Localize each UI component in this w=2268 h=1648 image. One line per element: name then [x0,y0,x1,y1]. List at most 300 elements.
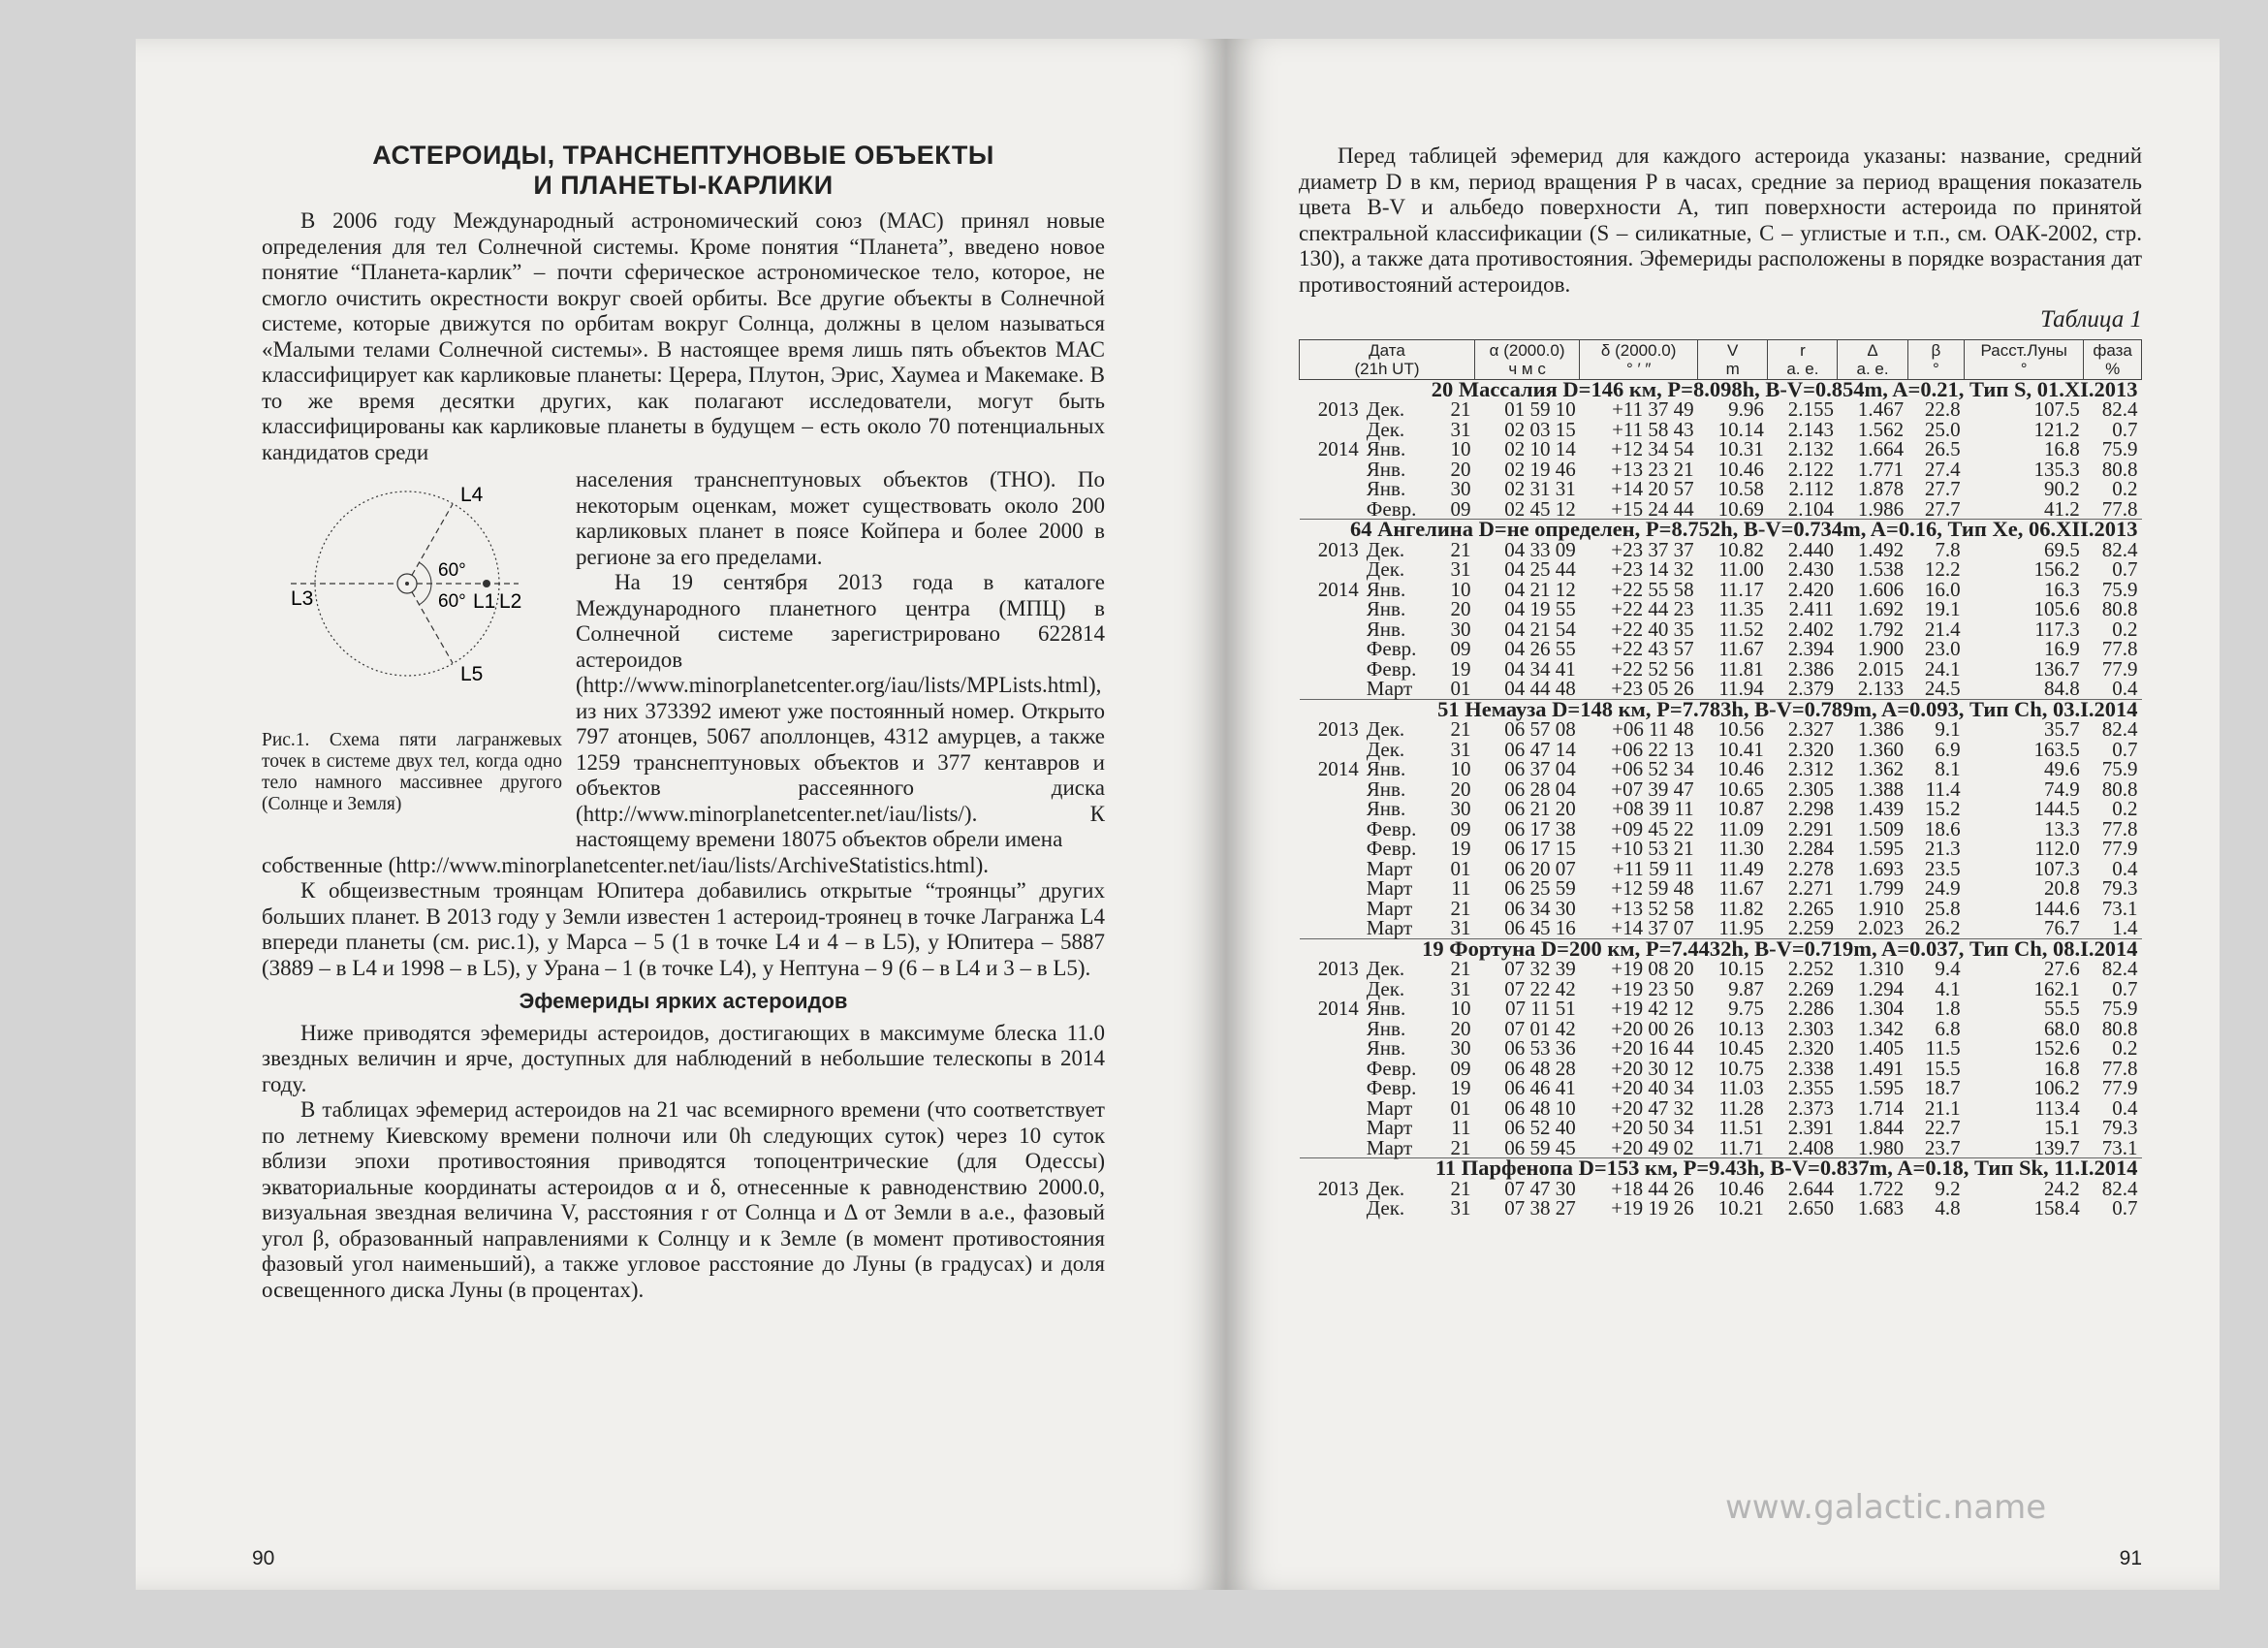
l5-label: L5 [460,663,484,685]
table-cell: 1.439 [1857,797,1905,820]
table-cell: 21 [1450,717,1471,741]
table-body [1300,376,2142,1220]
table-cell: 27.6 [2044,957,2080,980]
table-cell: 10.14 [1717,417,1764,441]
table-cell: 2013 [1317,397,1359,421]
table-cell: 144.5 [2033,797,2080,820]
table-cell: 2.408 [1787,1135,1834,1159]
table-row [1300,1038,2142,1059]
table-cell: 2.143 [1787,417,1834,441]
table-row [1300,1098,2142,1119]
table-cell: 9.87 [1728,976,1764,1000]
asteroid-name: 51 Немауза D=148 км, P=7.783h, B-V=0.789m, A=0.093, Тип Ch, 03.I.2014 [1300,699,2142,719]
table-cell: 77.9 [2101,1076,2138,1099]
table-cell: 41.2 [2044,496,2080,521]
table-cell: 04 26 55 [1504,637,1576,660]
header-beta: β ° [1907,339,1964,379]
table-cell: 2.644 [1787,1176,1834,1200]
table-cell: 82.4 [2101,1176,2138,1200]
table-cell: 2013 [1317,1176,1359,1200]
table-cell [1300,740,1363,760]
chapter-title [262,141,1105,201]
table-cell: 07 38 27 [1504,1196,1576,1220]
table-cell: 82.4 [2101,717,2138,741]
watermark: www.galactic.name [1725,1488,2047,1527]
table-cell [1300,799,1363,819]
table-cell: 30 [1450,477,1471,500]
table-cell [1300,819,1363,840]
table-cell: Янв. [1366,597,1406,620]
table-row [1300,559,2142,580]
table-cell: 135.3 [2033,457,2080,481]
chapter-title-line1: АСТЕРОИДЫ, ТРАНСНЕПТУНОВЫЕ ОБЪЕКТЫ [372,141,994,170]
table-cell: 10.41 [1717,737,1764,761]
table-cell: 2013 [1317,717,1359,741]
table-cell: 21 [1450,1176,1471,1200]
asteroid-heading-row [1300,938,2142,959]
table-cell: 21.3 [1924,837,1961,860]
table-cell: +18 44 26 [1611,1176,1694,1200]
table-cell: 06 37 04 [1504,757,1576,780]
table-cell: 22.8 [1924,397,1961,421]
table-cell: 11.51 [1718,1116,1764,1139]
table-cell: 16.0 [1924,577,1961,601]
table-cell: 10.46 [1717,457,1764,481]
table-row [1300,740,2142,760]
table-row [1300,399,2142,420]
table-cell: 31 [1450,557,1471,581]
table-cell: +11 59 11 [1612,856,1694,880]
table-cell: +06 11 48 [1612,717,1694,741]
table-cell: 06 21 20 [1504,797,1576,820]
table-cell: Янв. [1366,477,1406,500]
table-cell: 21 [1450,397,1471,421]
table-cell: Янв. [1366,997,1406,1020]
table-cell: 1.693 [1857,856,1905,880]
table-cell: 23.0 [1924,637,1961,660]
table-cell: +23 14 32 [1611,557,1694,581]
table-cell: 1.509 [1857,816,1905,840]
table-cell: +09 45 22 [1611,816,1694,840]
table-cell: 2.338 [1787,1056,1834,1080]
table-cell: 07 22 42 [1504,976,1576,1000]
angle-label-1: 60° [438,560,466,581]
chapter-title-line2: И ПЛАНЕТЫ-КАРЛИКИ [533,171,834,200]
table-cell: 4.8 [1935,1196,1961,1220]
table-cell: Янв. [1366,757,1406,780]
table-cell: 06 20 07 [1504,856,1576,880]
table-cell: 2.252 [1787,957,1834,980]
table-row [1300,759,2142,779]
table-cell: 77.9 [2101,837,2138,860]
table-cell: 77.8 [2101,496,2138,521]
table-cell: 90.2 [2044,477,2080,500]
table-cell: 79.3 [2101,1116,2138,1139]
table-cell: 04 21 54 [1504,617,1576,641]
table-cell: 04 44 48 [1504,677,1576,700]
table-cell: Дек. [1366,397,1405,421]
page-number-right: 91 [2119,1547,2142,1569]
table-cell: Дек. [1366,1196,1405,1220]
table-cell: 02 45 12 [1504,496,1576,521]
table-row [1300,959,2142,979]
figure-caption: Рис.1. Схема пяти лагранжевых точек в системе двух тел, когда одно тело намного массивнее другого (Солнце и Земля) [262,729,562,814]
table-cell: 06 34 30 [1504,896,1576,920]
table-cell: 1.771 [1857,457,1905,481]
table-cell: +14 37 07 [1611,916,1694,939]
table-cell: 16.8 [2044,437,2080,460]
header-delta: Δ а. е. [1838,339,1907,379]
table-cell: 2.355 [1787,1076,1834,1099]
table-cell: 30 [1450,617,1471,641]
table-cell: 2.411 [1788,597,1834,620]
table-cell: 1.606 [1857,577,1905,601]
table-cell: 07 47 30 [1504,1176,1576,1200]
table-cell: Дек. [1366,1176,1405,1200]
table-cell: 11.71 [1718,1135,1764,1159]
table-cell: 10.69 [1717,496,1764,521]
table-cell: 2.104 [1787,496,1834,521]
table-cell: 10.46 [1717,1176,1764,1200]
angle-arc-1 [419,562,431,584]
table-cell: 07 32 39 [1504,957,1576,980]
table-cell [1300,1118,1363,1138]
table-cell: 1.722 [1857,1176,1905,1200]
table-cell: 0.2 [2112,797,2138,820]
sun-center [405,582,409,586]
asteroid-heading-row [1300,520,2142,540]
table-cell: 74.9 [2044,776,2080,801]
table-cell: 15.5 [1924,1056,1961,1080]
table-cell [1300,1198,1363,1219]
table-cell: +14 20 57 [1611,477,1694,500]
table-cell: 19 [1450,1076,1471,1099]
table-row [1300,1118,2142,1138]
asteroid-name: 64 Ангелина D=не определен, P=8.752h, B-V=0.734m, A=0.16, Тип Xe, 06.XII.2013 [1300,520,2142,540]
table-cell: 24.1 [1924,656,1961,681]
table-cell: 10.31 [1717,437,1764,460]
table-cell: +07 39 47 [1611,776,1694,801]
table-cell: 11.30 [1718,837,1764,860]
table-cell: 2.269 [1787,976,1834,1000]
table-cell: 9.4 [1935,957,1961,980]
table-cell: Март [1366,876,1413,900]
table-cell: 31 [1450,1196,1471,1220]
table-cell: 30 [1450,797,1471,820]
table-cell: 1.492 [1857,537,1905,561]
table-cell: 2.112 [1788,477,1834,500]
table-cell: 1.986 [1857,496,1905,521]
table-cell [1300,599,1363,619]
table-cell: 18.6 [1924,816,1961,840]
table-cell: 04 21 12 [1504,577,1576,601]
table-cell: 06 53 36 [1504,1036,1576,1060]
table-cell: 20 [1450,597,1471,620]
paragraph-3: К общеизвестным троянцам Юпитера добавились открытые “троянцы” других больших планет. В 2013 году у Земли известен 1 астероид-троянец в точке Лагранжа L4 впереди планеты (см. рис.1), у Марса – 5 (1 в точке L4 и 4 – в L5), у Юпитера – 5887 (3889 – в L4 и 1998 – в L5), у Урана – 1 (в точке L4), у Нептуна – 9 (6 – в L4 и 3 – в L5). [262,878,1105,980]
table-cell: Февр. [1366,496,1417,521]
table-row [1300,719,2142,740]
table-cell: Янв. [1366,617,1406,641]
table-cell: 0.2 [2112,617,2138,641]
l4-label: L4 [460,484,484,506]
table-cell: 55.5 [2044,997,2080,1020]
table-cell: 2.391 [1787,1116,1834,1139]
table-row [1300,979,2142,999]
paragraph-1-continued: населения транснептуновых объектов (ТНО). По некоторым оценкам, может существовать около 200 карликовых планет в поясе Койпера и более 2000 в регионе за его пределами. [576,467,1105,569]
table-cell: Февр. [1366,637,1417,660]
table-cell: Март [1366,916,1413,939]
table-cell: 10.58 [1717,477,1764,500]
table-cell: 2.305 [1787,776,1834,801]
table-cell: 106.2 [2033,1076,2080,1099]
table-cell: Янв. [1366,1016,1406,1040]
table-cell: 2.394 [1787,637,1834,660]
table-cell: +08 39 11 [1612,797,1694,820]
table-cell: 1.304 [1857,997,1905,1020]
table-cell: 15.2 [1924,797,1961,820]
table-cell: 04 33 09 [1504,537,1576,561]
table-cell: 06 47 14 [1504,737,1576,761]
header-phase: фаза % [2084,339,2142,379]
table-cell: 10.15 [1717,957,1764,980]
table-cell: 10.46 [1717,757,1764,780]
table-cell: 1.595 [1857,1076,1905,1099]
table-cell [1300,1138,1363,1158]
table-cell: +20 50 34 [1611,1116,1694,1139]
section-subtitle: Эфемериды ярких астероидов [519,989,848,1013]
table-cell [1300,1038,1363,1059]
table-cell: 1.360 [1857,737,1905,761]
table-cell: 10 [1450,997,1471,1020]
table-cell: 10.87 [1717,797,1764,820]
table-cell: +20 49 02 [1611,1135,1694,1159]
table-cell: 156.2 [2033,557,2080,581]
table-cell: 76.7 [2044,916,2080,939]
table-cell: 2014 [1317,757,1359,780]
header-r: r а. е. [1768,339,1838,379]
table-cell: 20 [1450,457,1471,481]
table-cell: 04 19 55 [1504,597,1576,620]
table-cell: 19.1 [1924,597,1961,620]
asteroid-name: 20 Массалия D=146 км, P=8.098h, B-V=0.854m, A=0.21, Тип S, 01.XI.2013 [1300,379,2142,399]
table-cell: 1.4 [2112,916,2138,939]
table-cell: Февр. [1366,1076,1417,1099]
table-cell: 11 [1451,876,1471,900]
table-cell: 06 59 45 [1504,1135,1576,1159]
table-cell: 107.5 [2033,397,2080,421]
table-cell: 2014 [1317,997,1359,1020]
table-cell: 06 48 28 [1504,1056,1576,1080]
table-cell [1300,878,1363,899]
ephemeris-table [1299,339,2142,1219]
left-page [136,39,1226,1590]
table-cell: 2.430 [1787,557,1834,581]
table-cell: 1.491 [1857,1056,1905,1080]
table-cell: 11.28 [1718,1095,1764,1120]
lagrange-diagram [262,467,562,719]
table-cell: 2.271 [1787,876,1834,900]
table-cell: 2.303 [1787,1016,1834,1040]
table-cell: 10.82 [1717,537,1764,561]
table-cell: 11.09 [1718,816,1764,840]
table-cell: 79.3 [2101,876,2138,900]
table-cell: 75.9 [2101,437,2138,460]
table-cell: 07 01 42 [1504,1016,1576,1040]
table-cell: 22.7 [1924,1116,1961,1139]
table-cell: +13 52 58 [1611,896,1694,920]
table-row [1300,819,2142,840]
table-cell: 77.8 [2101,1056,2138,1080]
table-cell: Март [1366,896,1413,920]
table-cell: 10.45 [1717,1036,1764,1060]
table-cell [1300,979,1363,999]
paragraph-4: Ниже приводятся эфемериды астероидов, достигающих в максимуме блеска 11.0 звездных величин и ярче, доступных для наблюдений в небольшие телескопы в 2014 году. [262,1020,1105,1096]
table-row [1300,839,2142,859]
table-row [1300,619,2142,640]
table-cell: 30 [1450,1036,1471,1060]
open-book [58,39,2220,1590]
table-cell: 139.7 [2033,1135,2080,1159]
table-cell: 1.405 [1857,1036,1905,1060]
table-cell [1300,839,1363,859]
table-cell: 09 [1450,637,1471,660]
paragraph-2: На 19 сентября 2013 года в каталоге Международного планетного центра (МПЦ) в Солнечной системе зарегистрировано 622814 астероидов (http://www.minorplanetcenter.org/iau/lists/MPLists.html), из них 373392 имеют уже постоянный номер. Открыто 797 атонцев, 5067 аполлонцев, 4312 амурцев, а также 1259 транснептуновых объектов и 377 кентавров и объектов рассеянного диска (http://www.minorplanetcenter.net/iau/lists/). К настоящему времени 18075 объектов обрели имена [576,570,1105,851]
table-cell: 82.4 [2101,537,2138,561]
table-cell: 2.132 [1787,437,1834,460]
table-cell: 16.3 [2044,577,2080,601]
table-cell: 1.342 [1857,1016,1905,1040]
table-cell: 06 46 41 [1504,1076,1576,1099]
table-cell: Февр. [1366,816,1417,840]
table-cell: 11.94 [1718,677,1764,700]
table-cell: 20.8 [2044,876,2080,900]
header-moon-distance: Расст.Луны ° [1965,339,2084,379]
table-row [1300,439,2142,460]
table-cell: 1.310 [1857,957,1905,980]
table-cell: +19 42 12 [1611,997,1694,1020]
table-cell [1300,1059,1363,1079]
table-cell: 1.8 [1935,997,1961,1020]
table-cell: 06 25 59 [1504,876,1576,900]
table-cell: 2.379 [1787,677,1834,700]
table-cell: +11 37 49 [1612,397,1694,421]
table-cell: 82.4 [2101,957,2138,980]
table-cell: 163.5 [2033,737,2080,761]
table-cell: 2.291 [1787,816,1834,840]
table-cell [1300,1078,1363,1098]
asteroid-name: 11 Парфенопа D=153 км, P=9.43h, B-V=0.837m, A=0.18, Тип Sk, 11.I.2014 [1300,1158,2142,1179]
table-cell: 0.7 [2112,737,2138,761]
table-cell: Дек. [1366,957,1405,980]
table-cell: 2.386 [1787,656,1834,681]
table-cell: 01 [1450,1095,1471,1120]
table-cell: +22 52 56 [1611,656,1694,681]
table-cell: 0.4 [2112,856,2138,880]
table-cell: 2.284 [1787,837,1834,860]
table-cell: 2.327 [1787,717,1834,741]
table-row [1300,479,2142,499]
table-cell: 1.799 [1857,876,1905,900]
table-cell: +10 53 21 [1611,837,1694,860]
intro-paragraph: Перед таблицей эфемерид для каждого астероида указаны: название, средний диаметр D в км, период вращения P в часах, средние за период вращения показатель цвета B-V и альбедо поверхности A, тип поверхности астероида по принятой спектральной классификации (S – силикатные, C – углистые и т.п., см. ОАК-2002, стр. 130), а также дата противостояния. Эфемериды расположены в порядке возрастания дат противостояний астероидов. [1299,143,2142,297]
table-cell: +20 16 44 [1611,1036,1694,1060]
header-dec: δ (2000.0) ° ′ ″ [1580,339,1698,379]
table-cell: 10.21 [1717,1196,1764,1220]
table-cell: 82.4 [2101,397,2138,421]
table-cell: +12 34 54 [1611,437,1694,460]
table-row [1300,580,2142,600]
table-cell: 2013 [1317,537,1359,561]
table-cell: 121.2 [2033,417,2080,441]
table-cell: 10.56 [1717,717,1764,741]
table-cell: Янв. [1366,577,1406,601]
figure-1 [262,467,562,853]
table-row [1300,1019,2142,1039]
asteroid-name: 19 Фортуна D=200 км, P=7.4432h, B-V=0.719m, A=0.037, Тип Ch, 08.I.2014 [1300,938,2142,959]
table-cell: 09 [1450,816,1471,840]
table-cell [1300,460,1363,480]
table-cell: 01 [1450,677,1471,700]
table-cell: Март [1366,1116,1413,1139]
table-cell: 25.0 [1924,417,1961,441]
table-cell: 21.4 [1924,617,1961,641]
table-cell: 2.440 [1787,537,1834,561]
asteroid-heading-row [1300,1158,2142,1179]
l3-label: L3 [291,587,314,610]
table-cell: 2.133 [1857,677,1905,700]
table-cell [1300,639,1363,659]
table-cell: 80.8 [2101,1016,2138,1040]
table-cell: 2.320 [1787,1036,1834,1060]
table-cell: 12.2 [1924,557,1961,581]
table-cell: 31 [1450,737,1471,761]
right-page [1226,39,2220,1590]
table-cell: 136.7 [2033,656,2080,681]
header-date: Дата (21h UT) [1300,339,1475,379]
table-cell: Дек. [1366,737,1405,761]
table-cell: 31 [1450,417,1471,441]
table-cell: 113.4 [2034,1095,2080,1120]
table-cell: 152.6 [2033,1036,2080,1060]
table-cell: 11.52 [1718,617,1764,641]
table-cell: 112.0 [2034,837,2080,860]
table-cell: 11.82 [1718,896,1764,920]
table-cell: 77.8 [2101,816,2138,840]
table-cell: 25.8 [1924,896,1961,920]
table-cell: 1.714 [1857,1095,1905,1120]
table-cell: 2.373 [1787,1095,1834,1120]
table-cell: 0.7 [2112,417,2138,441]
table-cell: 26.2 [1924,916,1961,939]
table-cell: 1.878 [1857,477,1905,500]
table-cell: 10 [1450,577,1471,601]
table-cell: 0.7 [2112,976,2138,1000]
table-cell: 49.6 [2044,757,2080,780]
table-cell: 09 [1450,1056,1471,1080]
table-cell: 2014 [1317,437,1359,460]
table-cell: 2.298 [1787,797,1834,820]
table-cell: 1.692 [1857,597,1905,620]
table-cell: +22 55 58 [1611,577,1694,601]
table-cell: 7.8 [1935,537,1961,561]
table-cell: 11.03 [1718,1076,1764,1099]
table-cell: 144.6 [2033,896,2080,920]
table-title: Таблица 1 [2040,306,2142,333]
table-row [1300,1059,2142,1079]
table-cell: Янв. [1366,1036,1406,1060]
table-cell: 73.1 [2101,896,2138,920]
table-cell: 2.265 [1787,896,1834,920]
